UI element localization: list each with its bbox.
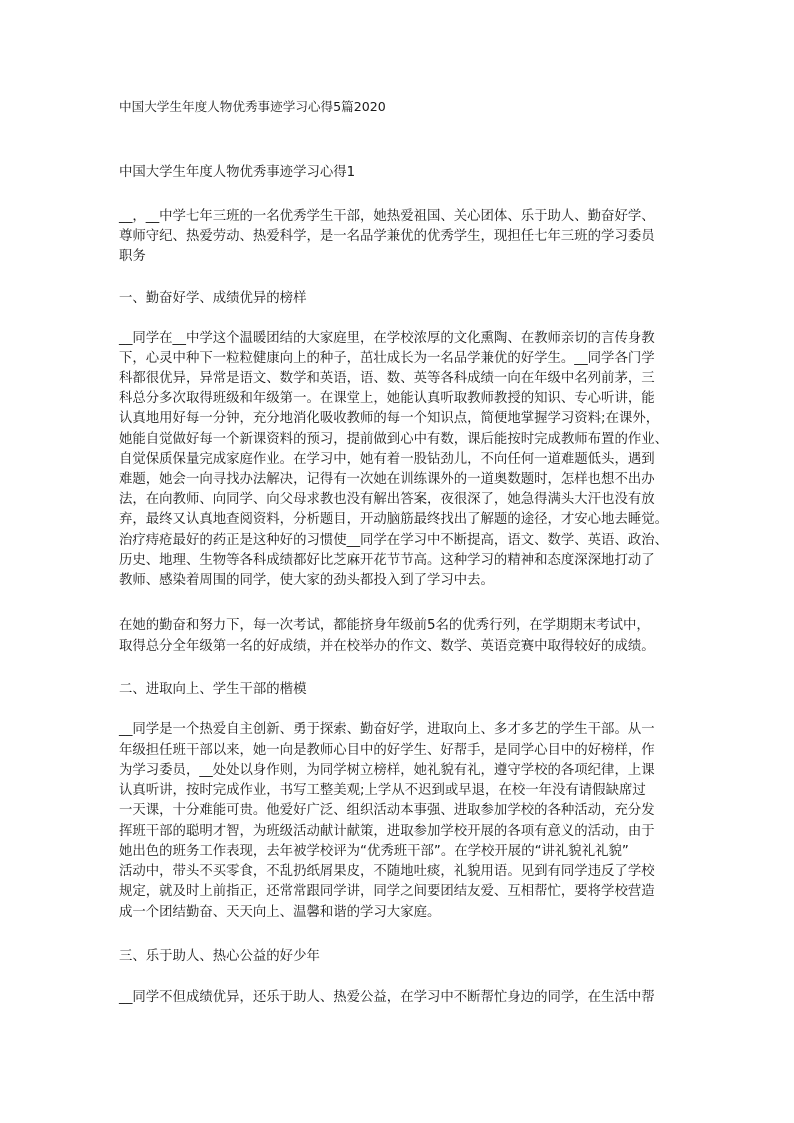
paragraph-line: 她出色的班务工作表现，去年被学校评为“优秀班干部”。在学校开展的“讲礼貌礼礼貌” bbox=[119, 844, 629, 859]
paragraph-line: 挥班干部的聪明才智，为班级活动献计献策，进取参加学校开展的各项有意义的活动，由于 bbox=[119, 824, 655, 839]
paragraph-line: 治疗痔疮最好的药正是这种好的习惯使__同学在学习中不断提高，语文、数学、英语、政治、 bbox=[119, 533, 669, 548]
paragraph-line: 认真听讲，按时完成作业，书写工整美观;上学从不迟到或早退，在校一年没有请假缺席过 bbox=[119, 783, 646, 798]
document-title: 中国大学生年度人物优秀事迹学习心得5篇2020 bbox=[119, 99, 386, 114]
paragraph-line: 成一个团结勤奋、天天向上、温馨和谐的学习大家庭。 bbox=[119, 905, 441, 920]
paragraph-line: 职务 bbox=[119, 249, 146, 264]
paragraph-line: __同学在__中学这个温暖团结的大家庭里，在学校浓厚的文化熏陶、在教师亲切的言传身教 bbox=[119, 331, 655, 346]
paragraph-line: 她能自觉做好每一个新课资料的预习，提前做到心中有数，课后能按时完成教师布置的作业、 bbox=[119, 432, 669, 447]
paragraph-line: 难题，她会一向寻找办法解决，记得有一次她在训练课外的一道奥数题时，怎样也想不出办 bbox=[119, 472, 655, 487]
paragraph-line: 下，心灵中种下一粒粒健康向上的种子，茁壮成长为一名品学兼优的好学生。__同学各门学 bbox=[119, 351, 655, 366]
paragraph-line: __同学不但成绩优异，还乐于助人、热爱公益，在学习中不断帮忙身边的同学，在生活中帮 bbox=[119, 990, 655, 1005]
paragraph-line: 活动中，带头不买零食，不乱扔纸屑果皮，不随地吐痰，礼貌用语。见到有同学违反了学校 bbox=[119, 864, 655, 879]
paragraph-line: __，__中学七年三班的一名优秀学生干部，她热爱祖国、关心团体、乐于助人、勤奋好学、 bbox=[119, 209, 655, 224]
paragraph-line: 自觉保质保量完成家庭作业。在学习中，她有着一股钻劲儿，不向任何一道难题低头，遇到 bbox=[119, 452, 655, 467]
paragraph-line: 认真地用好每一分钟，充分地消化吸收教师的每一个知识点，简便地掌握学习资料;在课外， bbox=[119, 411, 660, 426]
paragraph-line: __同学是一个热爱自主创新、勇于探索、勤奋好学，进取向上、多才多艺的学生干部。从一 bbox=[119, 722, 655, 737]
paragraph-line: 弃，最终又认真地查阅资料，分析题目，开动脑筋最终找出了解题的途径，才安心地去睡觉。 bbox=[119, 512, 669, 527]
paragraph-line: 取得总分全年级第一名的好成绩，并在校举办的作文、数学、英语竞赛中取得较好的成绩。 bbox=[119, 639, 655, 654]
paragraph-line: 法，在向教师、向同学、向父母求教也没有解出答案，夜很深了，她急得满头大汗也没有放 bbox=[119, 492, 655, 507]
paragraph-line: 历史、地理、生物等各科成绩都好比芝麻开花节节高。这种学习的精神和态度深深地打动了 bbox=[119, 553, 655, 568]
section-heading: 一、勤奋好学、成绩优异的榜样 bbox=[119, 291, 307, 306]
document-subtitle: 中国大学生年度人物优秀事迹学习心得1 bbox=[119, 165, 356, 180]
paragraph-line: 科都很优异，异常是语文、数学和英语，语、数、英等各科成绩一向在年级中名列前茅，三 bbox=[119, 371, 655, 386]
paragraph-line: 教师、感染着周围的同学，使大家的劲头都投入到了学习中去。 bbox=[119, 573, 494, 588]
paragraph-line: 为学习委员，__处处以身作则，为同学树立榜样，她礼貌有礼，遵守学校的各项纪律，上课 bbox=[119, 763, 655, 778]
paragraph-line: 年级担任班干部以来，她一向是教师心目中的好学生、好帮手，是同学心目中的好榜样，作 bbox=[119, 743, 655, 758]
paragraph-line: 在她的勤奋和努力下，每一次考试，都能挤身年级前5名的优秀行列，在学期期末考试中， bbox=[119, 618, 650, 633]
paragraph-line: 一天课，十分难能可贵。他爱好广泛、组织活动本事强、进取参加学校的各种活动，充分发 bbox=[119, 803, 655, 818]
section-heading: 二、进取向上、学生干部的楷模 bbox=[119, 682, 307, 697]
paragraph-line: 规定，就及时上前指正，还常常跟同学讲，同学之间要团结友爱、互相帮忙，要将学校营造 bbox=[119, 884, 655, 899]
paragraph-line: 尊师守纪、热爱劳动、热爱科学，是一名品学兼优的优秀学生，现担任七年三班的学习委员 bbox=[119, 229, 655, 244]
section-heading: 三、乐于助人、热心公益的好少年 bbox=[119, 949, 320, 964]
paragraph-line: 科总分多次取得班级和年级第一。在课堂上，她能认真听取教师教授的知识、专心听讲，能 bbox=[119, 391, 655, 406]
